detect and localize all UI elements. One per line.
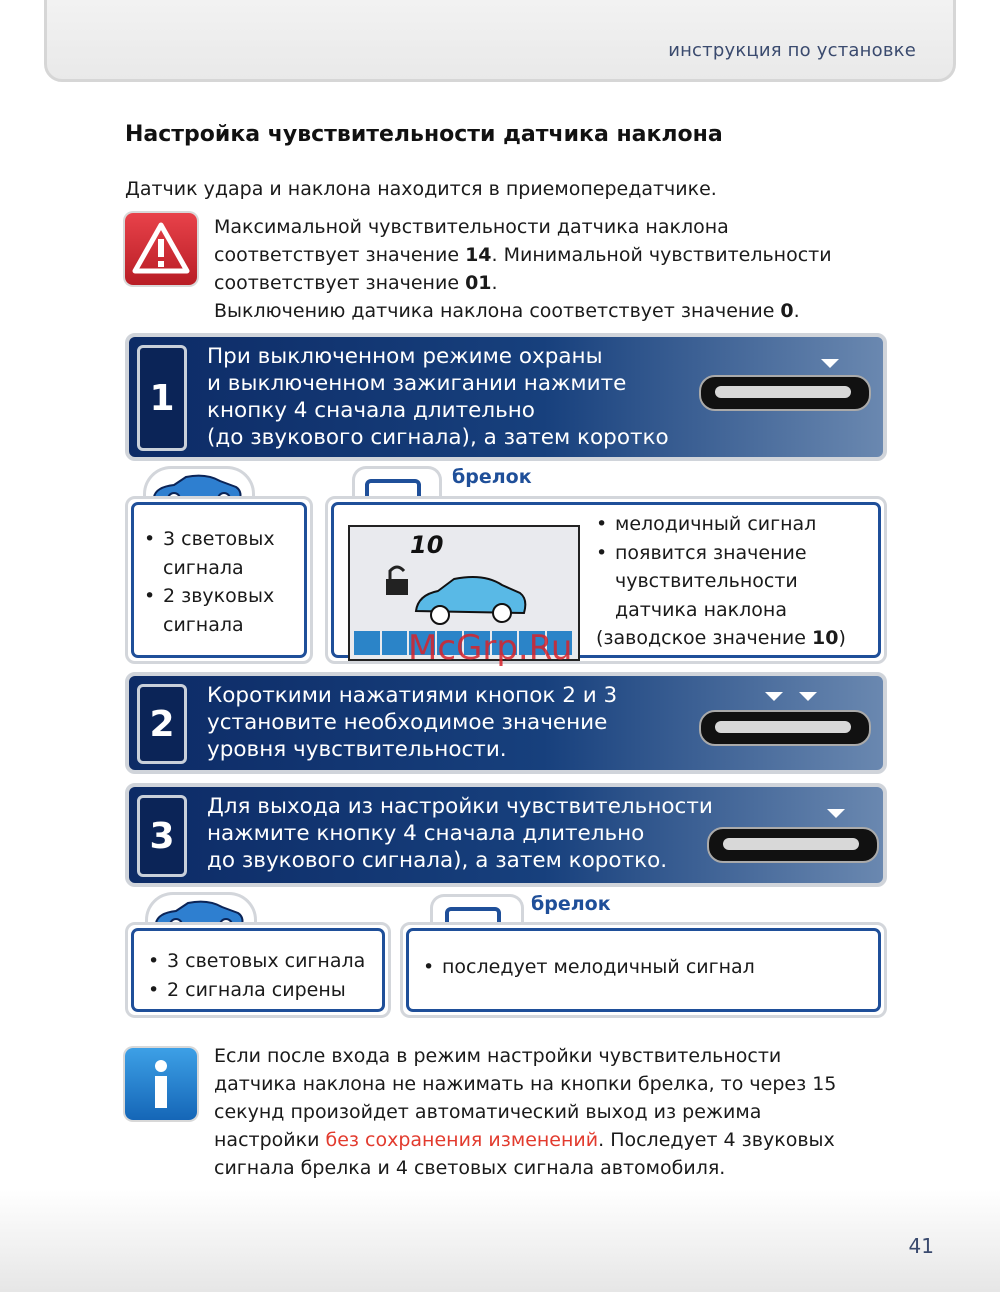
warning-icon: [125, 213, 197, 285]
fob-label-2: брелок: [531, 893, 611, 915]
step-1-box: [125, 333, 887, 461]
info-icon: [125, 1048, 197, 1120]
fob-label-1: брелок: [452, 466, 532, 488]
step-1-text: При выключенном режиме охраны и выключенном зажигании нажмите кнопку 4 сначала длительно (до звукового сигнала), а затем коротко: [207, 344, 669, 450]
step-1-number: 1: [137, 345, 187, 451]
step-3-number: 3: [137, 795, 187, 877]
step-3-box: [125, 783, 887, 887]
fob-card-2-list: • последует мелодичный сигнал: [423, 953, 755, 982]
press-indicator-icon: [821, 359, 839, 368]
section-title: Настройка чувствительности датчика наклона: [125, 122, 723, 147]
warning-text: Максимальной чувствительности датчика наклона соответствует значение 14. Минимальной чувствительности соответствует значение 01. Выключению датчика наклона соответствует значение 0.: [214, 216, 832, 322]
keyfob-icon: [699, 710, 871, 746]
footer-band: [0, 1190, 1000, 1292]
step-3-text: Для выхода из настройки чувствительности нажмите кнопку 4 сначала длительно до звукового сигнала), а затем коротко.: [207, 794, 713, 873]
intro-text: Датчик удара и наклона находится в приемопередатчике.: [125, 178, 717, 200]
press-indicator-icon: [827, 809, 845, 818]
fob-card-2: [400, 922, 887, 1018]
lcd-car-icon: [384, 559, 534, 629]
car-card-1-list: • 3 световых сигнала • 2 звуковых сигнала: [144, 525, 275, 639]
step-2-text: Короткими нажатиями кнопок 2 и 3 установите необходимое значение уровня чувствительности.: [207, 683, 618, 762]
fob-card-1-list: • мелодичный сигнал • появится значение чувствительности датчика наклона (заводское значение 10): [596, 510, 846, 653]
press-indicator-icon: [799, 692, 817, 701]
keyfob-icon: [707, 827, 879, 863]
page-number: 41: [908, 1234, 934, 1258]
car-card-2-list: • 3 световых сигнала • 2 сигнала сирены: [148, 947, 365, 1004]
header-title: инструкция по установке: [668, 40, 916, 61]
keyfob-icon: [699, 375, 871, 411]
lcd-value: 10: [410, 531, 444, 559]
info-text: Если после входа в режим настройки чувствительности датчика наклона не нажимать на кнопки брелка, то через 15 секунд произойдет автоматический выход из режима настройки без сохранения изменений. Последует 4 звуковых сигнала брелка и 4 световых сигнала автомобиля.: [214, 1045, 837, 1179]
watermark: McGrp.Ru: [408, 628, 573, 668]
car-card-2: [125, 922, 391, 1018]
step-2-box: [125, 672, 887, 774]
press-indicator-icon: [765, 692, 783, 701]
step-2-number: 2: [137, 684, 187, 764]
car-card-1: [125, 496, 313, 664]
